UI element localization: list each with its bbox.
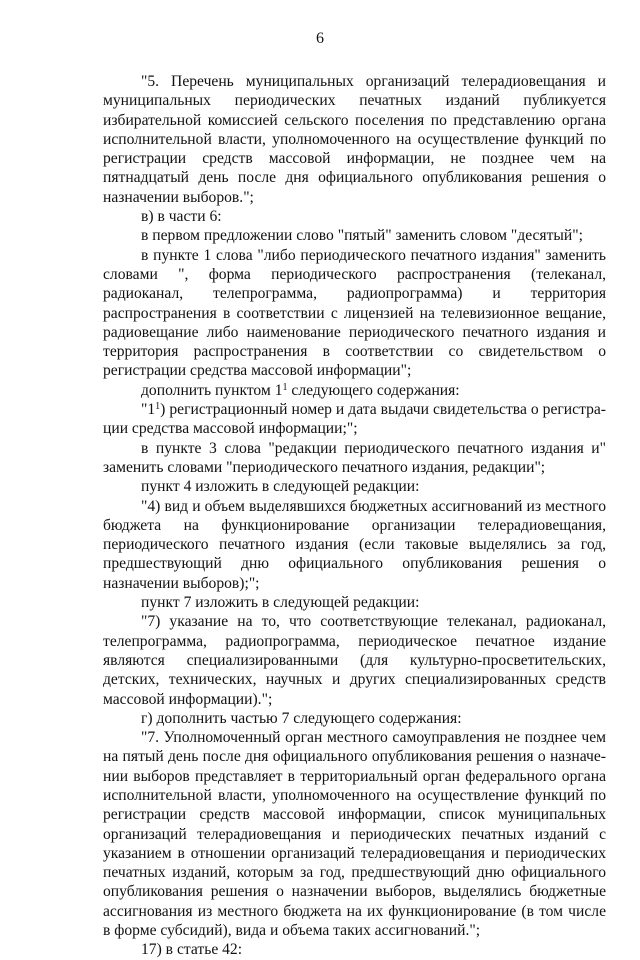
- paragraph: "4) вид и объем выделявшихся бюджетных ассигнований из местного бюджета на функционирование организации телерадиовещания, периодического печатного издания (если таковые выделялись за год, предшествующий дню официального опубликования решения о назначении выборов);";: [103, 497, 606, 592]
- paragraph: [103, 400, 606, 439]
- paragraph: в пункте 1 слова "либо периодического печатного издания" заменить словами ", форма периодического распространения (телеканал, радиоканал, телепрограмма, радиопрограмма) и территория распространения в соответствии с лицензией на телевизионное вещание, радиовещание либо наименование периодического печатного издания и территория распространения в соответствии со свидетельством о регистрации средства массовой информации";: [103, 246, 606, 380]
- paragraph: "7. Уполномоченный орган местного самоуправления не позднее чем на пятый день после дня официального опубликования решения о назначении выборов представляет в территориальный орган федерального органа исполнительной власти, уполномоченного на осуществление функций по регистрации средств массовой информации, список муниципальных организаций телерадиовещания и периодических печатных изданий с указанием в отношении организаций телерадиовещания и периодических печатных изданий, которым за год, предшествующий дню официального опубликования решения о назначении выборов, выделялись бюджетные ассигнования из местного бюджета на их функционирование (в том числе в форме субсидий), вида и объема таких ассигнований.";: [103, 729, 606, 940]
- text-span: дополнить пунктом 1: [141, 381, 283, 399]
- paragraph: "5. Перечень муниципальных организаций телерадиовещания и муниципальных периодических печатных изданий публикуется избирательной комиссией сельского поселения по представлению органа исполнительной власти, уполномоченного на осуществление функций по регистрации средств массовой информации, не позднее чем на пятнадцатый день после дня официального опубликования решения о назначении выборов.";: [103, 73, 606, 206]
- paragraph: в первом предложении слово "пятый" заменить словом "десятый";: [141, 227, 583, 245]
- paragraph: в) в части 6:: [141, 208, 222, 226]
- paragraph: пункт 7 изложить в следующей редакции:: [141, 594, 420, 612]
- superscript: 1: [282, 381, 288, 393]
- document-body: [103, 72, 606, 960]
- paragraph: г) дополнить частью 7 следующего содержания:: [141, 709, 462, 727]
- paragraph: в пункте 3 слова "редакции периодического печатного издания и" заменить словами "периодического печатного издания, редакции";: [103, 439, 606, 476]
- text-span: ) регистрационный номер и дата выдачи свидетельства о регистрации средства массовой информации;";: [103, 401, 606, 438]
- paragraph: 17) в статье 42:: [141, 941, 243, 959]
- paragraph: "7) указание на то, что соответствующие телеканал, радиоканал, телепрограмма, радиопрограмма, периодическое печатное издание являются специализированными (для культурно-просветительских, детских, технических, научных и других специализированных средств массовой информации).";: [103, 613, 606, 708]
- text-span: следующего содержания:: [287, 381, 460, 399]
- text-span: "1: [141, 401, 156, 419]
- paragraph: [103, 381, 606, 400]
- paragraph: пункт 4 изложить в следующей редакции:: [141, 478, 420, 496]
- superscript: 1: [155, 401, 161, 413]
- page-number: 6: [316, 30, 324, 47]
